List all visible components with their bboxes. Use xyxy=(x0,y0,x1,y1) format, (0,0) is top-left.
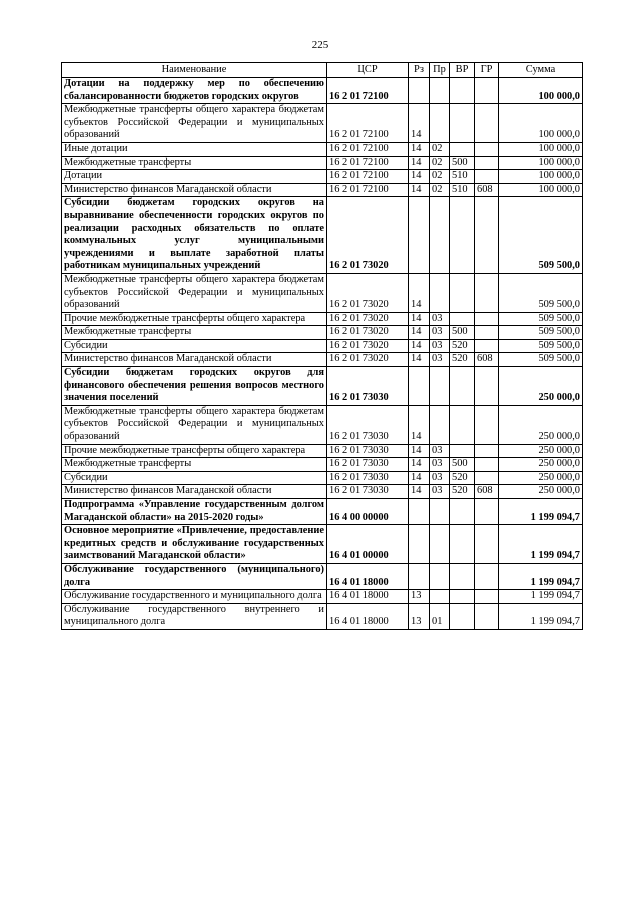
cell-gr xyxy=(475,78,499,104)
cell-csr: 16 2 01 73030 xyxy=(327,405,409,444)
cell-pr xyxy=(430,590,450,604)
cell-csr: 16 4 01 18000 xyxy=(327,603,409,629)
cell-pr: 03 xyxy=(430,485,450,499)
cell-sum: 100 000,0 xyxy=(499,183,583,197)
cell-rz: 14 xyxy=(409,485,430,499)
cell-gr: 608 xyxy=(475,485,499,499)
cell-name: Обслуживание государственного внутреннего и муниципального долга xyxy=(62,603,327,629)
cell-pr xyxy=(430,525,450,564)
header-name: Наименование xyxy=(62,63,327,78)
cell-sum: 509 500,0 xyxy=(499,339,583,353)
cell-name: Субсидии xyxy=(62,471,327,485)
cell-pr xyxy=(430,367,450,406)
cell-rz: 14 xyxy=(409,183,430,197)
cell-csr: 16 2 01 72100 xyxy=(327,183,409,197)
cell-rz: 14 xyxy=(409,458,430,472)
cell-gr xyxy=(475,563,499,589)
cell-sum: 509 500,0 xyxy=(499,197,583,274)
cell-sum: 250 000,0 xyxy=(499,444,583,458)
table-row xyxy=(62,170,583,184)
cell-csr: 16 4 01 18000 xyxy=(327,563,409,589)
header-rz: Рз xyxy=(409,63,430,78)
cell-pr: 03 xyxy=(430,444,450,458)
cell-rz xyxy=(409,563,430,589)
cell-pr: 01 xyxy=(430,603,450,629)
cell-rz: 14 xyxy=(409,142,430,156)
cell-sum: 250 000,0 xyxy=(499,367,583,406)
table-row xyxy=(62,197,583,274)
cell-rz: 14 xyxy=(409,339,430,353)
cell-vr: 500 xyxy=(450,326,475,340)
cell-name: Межбюджетные трансферты xyxy=(62,326,327,340)
cell-pr: 02 xyxy=(430,170,450,184)
cell-pr: 03 xyxy=(430,458,450,472)
cell-vr xyxy=(450,499,475,525)
cell-vr: 520 xyxy=(450,353,475,367)
cell-gr xyxy=(475,170,499,184)
cell-rz: 14 xyxy=(409,471,430,485)
cell-rz: 14 xyxy=(409,405,430,444)
cell-rz: 14 xyxy=(409,156,430,170)
cell-pr: 02 xyxy=(430,142,450,156)
cell-vr: 520 xyxy=(450,471,475,485)
cell-rz xyxy=(409,367,430,406)
cell-name: Прочие межбюджетные трансферты общего характера xyxy=(62,444,327,458)
table-row xyxy=(62,499,583,525)
cell-pr: 03 xyxy=(430,326,450,340)
cell-name: Межбюджетные трансферты xyxy=(62,156,327,170)
cell-sum: 509 500,0 xyxy=(499,326,583,340)
cell-rz: 14 xyxy=(409,170,430,184)
cell-gr xyxy=(475,156,499,170)
cell-rz xyxy=(409,197,430,274)
cell-sum: 1 199 094,7 xyxy=(499,563,583,589)
cell-csr: 16 2 01 72100 xyxy=(327,104,409,143)
cell-vr: 520 xyxy=(450,339,475,353)
cell-name: Прочие межбюджетные трансферты общего характера xyxy=(62,312,327,326)
cell-pr: 02 xyxy=(430,183,450,197)
cell-csr: 16 2 01 73020 xyxy=(327,312,409,326)
cell-sum: 100 000,0 xyxy=(499,142,583,156)
cell-gr xyxy=(475,312,499,326)
table-row xyxy=(62,471,583,485)
cell-sum: 509 500,0 xyxy=(499,312,583,326)
cell-sum: 100 000,0 xyxy=(499,104,583,143)
cell-csr: 16 2 01 73020 xyxy=(327,197,409,274)
table-body xyxy=(62,78,583,630)
cell-csr: 16 2 01 73020 xyxy=(327,353,409,367)
cell-gr xyxy=(475,444,499,458)
cell-pr xyxy=(430,273,450,312)
cell-name: Министерство финансов Магаданской области xyxy=(62,183,327,197)
cell-vr: 520 xyxy=(450,485,475,499)
cell-sum: 250 000,0 xyxy=(499,458,583,472)
table-row xyxy=(62,590,583,604)
cell-name: Субсидии бюджетам городских округов для финансового обеспечения решения вопросов местного значения поселений xyxy=(62,367,327,406)
cell-csr: 16 2 01 72100 xyxy=(327,170,409,184)
cell-pr xyxy=(430,563,450,589)
cell-name: Субсидии xyxy=(62,339,327,353)
cell-rz: 14 xyxy=(409,312,430,326)
cell-gr xyxy=(475,525,499,564)
cell-csr: 16 2 01 73020 xyxy=(327,326,409,340)
cell-name: Обслуживание государственного (муниципального) долга xyxy=(62,563,327,589)
cell-vr xyxy=(450,312,475,326)
cell-csr: 16 4 01 00000 xyxy=(327,525,409,564)
table-row xyxy=(62,312,583,326)
cell-csr: 16 2 01 73030 xyxy=(327,367,409,406)
cell-sum: 100 000,0 xyxy=(499,156,583,170)
header-pr: Пр xyxy=(430,63,450,78)
table-row xyxy=(62,104,583,143)
cell-sum: 1 199 094,7 xyxy=(499,603,583,629)
cell-pr: 03 xyxy=(430,339,450,353)
cell-name: Обслуживание государственного и муниципального долга xyxy=(62,590,327,604)
cell-csr: 16 2 01 73020 xyxy=(327,339,409,353)
cell-rz xyxy=(409,525,430,564)
budget-table xyxy=(61,62,583,630)
cell-sum: 250 000,0 xyxy=(499,485,583,499)
cell-pr xyxy=(430,499,450,525)
cell-name: Межбюджетные трансферты общего характера бюджетам субъектов Российской Федерации и муниципальных образований xyxy=(62,273,327,312)
cell-sum: 250 000,0 xyxy=(499,405,583,444)
cell-name: Межбюджетные трансферты общего характера бюджетам субъектов Российской Федерации и муниципальных образований xyxy=(62,405,327,444)
cell-vr: 500 xyxy=(450,458,475,472)
table-row xyxy=(62,353,583,367)
cell-rz xyxy=(409,499,430,525)
cell-gr: 608 xyxy=(475,183,499,197)
cell-gr xyxy=(475,326,499,340)
cell-pr xyxy=(430,405,450,444)
cell-name: Иные дотации xyxy=(62,142,327,156)
cell-gr xyxy=(475,367,499,406)
table-row xyxy=(62,326,583,340)
cell-gr xyxy=(475,499,499,525)
cell-gr xyxy=(475,405,499,444)
cell-gr xyxy=(475,104,499,143)
table-row xyxy=(62,458,583,472)
table-row xyxy=(62,367,583,406)
cell-rz xyxy=(409,78,430,104)
cell-sum: 1 199 094,7 xyxy=(499,499,583,525)
cell-rz: 14 xyxy=(409,104,430,143)
cell-pr: 03 xyxy=(430,471,450,485)
cell-vr xyxy=(450,525,475,564)
header-row xyxy=(62,63,583,78)
cell-gr xyxy=(475,590,499,604)
cell-sum: 100 000,0 xyxy=(499,78,583,104)
cell-csr: 16 2 01 73030 xyxy=(327,485,409,499)
cell-vr xyxy=(450,142,475,156)
cell-vr xyxy=(450,273,475,312)
table-row xyxy=(62,142,583,156)
cell-name: Подпрограмма «Управление государственным долгом Магаданской области» на 2015-2020 годы» xyxy=(62,499,327,525)
cell-rz: 14 xyxy=(409,326,430,340)
header-gr: ГР xyxy=(475,63,499,78)
cell-rz: 13 xyxy=(409,603,430,629)
header-csr: ЦСР xyxy=(327,63,409,78)
header-vr: ВР xyxy=(450,63,475,78)
cell-vr: 500 xyxy=(450,156,475,170)
table-row xyxy=(62,485,583,499)
cell-csr: 16 4 01 18000 xyxy=(327,590,409,604)
cell-name: Дотации на поддержку мер по обеспечению сбалансированности бюджетов городских округов xyxy=(62,78,327,104)
cell-vr xyxy=(450,405,475,444)
cell-gr xyxy=(475,273,499,312)
table-row xyxy=(62,525,583,564)
cell-pr xyxy=(430,104,450,143)
cell-csr: 16 2 01 72100 xyxy=(327,156,409,170)
cell-name: Дотации xyxy=(62,170,327,184)
table-row xyxy=(62,183,583,197)
cell-csr: 16 4 00 00000 xyxy=(327,499,409,525)
cell-sum: 509 500,0 xyxy=(499,273,583,312)
cell-name: Основное мероприятие «Привлечение, предоставление кредитных средств и обслуживание государственных заимствований Магаданской области» xyxy=(62,525,327,564)
cell-vr xyxy=(450,197,475,274)
cell-csr: 16 2 01 73030 xyxy=(327,444,409,458)
cell-name: Субсидии бюджетам городских округов на выравнивание обеспеченности городских округов по реализации расходных обязательств по оплате коммунальных услуг муниципальными учреждениями и выплате заработной платы работникам муниципальных учреждений xyxy=(62,197,327,274)
cell-vr xyxy=(450,603,475,629)
cell-gr xyxy=(475,142,499,156)
table-row xyxy=(62,444,583,458)
cell-sum: 1 199 094,7 xyxy=(499,525,583,564)
cell-vr xyxy=(450,563,475,589)
cell-pr xyxy=(430,197,450,274)
cell-pr: 02 xyxy=(430,156,450,170)
cell-gr xyxy=(475,471,499,485)
cell-gr: 608 xyxy=(475,353,499,367)
cell-csr: 16 2 01 73020 xyxy=(327,273,409,312)
cell-vr: 510 xyxy=(450,183,475,197)
cell-gr xyxy=(475,603,499,629)
table-row xyxy=(62,273,583,312)
cell-sum: 1 199 094,7 xyxy=(499,590,583,604)
header-sum: Сумма xyxy=(499,63,583,78)
table-row xyxy=(62,603,583,629)
cell-rz: 14 xyxy=(409,273,430,312)
cell-rz: 14 xyxy=(409,353,430,367)
cell-vr xyxy=(450,590,475,604)
cell-csr: 16 2 01 73030 xyxy=(327,458,409,472)
cell-name: Министерство финансов Магаданской области xyxy=(62,353,327,367)
table-row xyxy=(62,339,583,353)
table-row xyxy=(62,78,583,104)
cell-vr xyxy=(450,367,475,406)
page-number: 225 xyxy=(311,39,329,51)
cell-sum: 509 500,0 xyxy=(499,353,583,367)
cell-pr: 03 xyxy=(430,353,450,367)
table-row xyxy=(62,405,583,444)
cell-vr xyxy=(450,444,475,458)
cell-gr xyxy=(475,458,499,472)
cell-sum: 250 000,0 xyxy=(499,471,583,485)
cell-name: Министерство финансов Магаданской области xyxy=(62,485,327,499)
cell-csr: 16 2 01 73030 xyxy=(327,471,409,485)
cell-sum: 100 000,0 xyxy=(499,170,583,184)
table-header xyxy=(62,63,583,78)
cell-vr xyxy=(450,78,475,104)
cell-csr: 16 2 01 72100 xyxy=(327,142,409,156)
cell-pr: 03 xyxy=(430,312,450,326)
cell-name: Межбюджетные трансферты xyxy=(62,458,327,472)
table-row xyxy=(62,156,583,170)
cell-rz: 13 xyxy=(409,590,430,604)
cell-gr xyxy=(475,339,499,353)
cell-name: Межбюджетные трансферты общего характера бюджетам субъектов Российской Федерации и муниципальных образований xyxy=(62,104,327,143)
cell-vr: 510 xyxy=(450,170,475,184)
cell-gr xyxy=(475,197,499,274)
cell-rz: 14 xyxy=(409,444,430,458)
cell-csr: 16 2 01 72100 xyxy=(327,78,409,104)
table-row xyxy=(62,563,583,589)
cell-pr xyxy=(430,78,450,104)
cell-vr xyxy=(450,104,475,143)
